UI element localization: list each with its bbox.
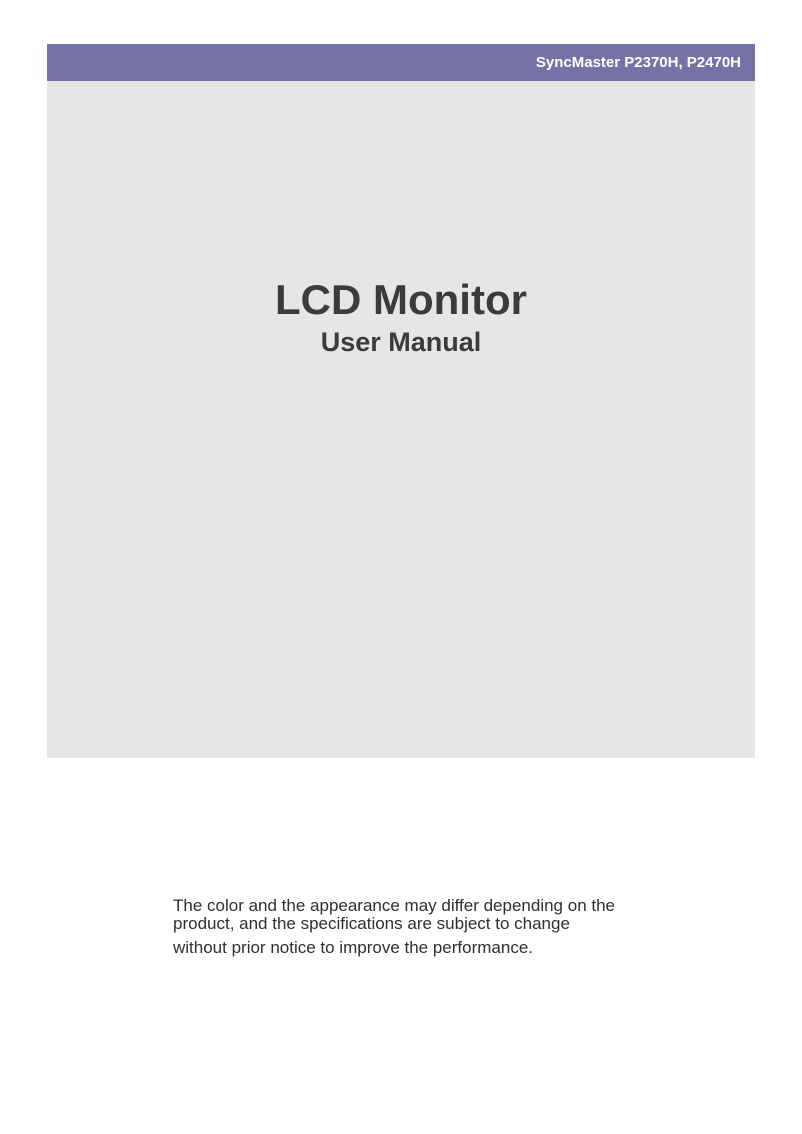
disclaimer-line: product, and the specifications are subject to change: [173, 914, 570, 933]
disclaimer-line: without prior notice to improve the performance.: [173, 938, 534, 957]
disclaimer-text: [173, 897, 653, 957]
document-title: LCD Monitor: [275, 276, 527, 323]
cover-panel: [47, 44, 755, 758]
header-band: [47, 44, 755, 81]
document-subtitle: User Manual: [320, 327, 482, 357]
disclaimer-line: The color and the appearance may differ depending on the: [173, 896, 615, 915]
model-name: SyncMaster P2370H, P2470H: [535, 54, 741, 71]
